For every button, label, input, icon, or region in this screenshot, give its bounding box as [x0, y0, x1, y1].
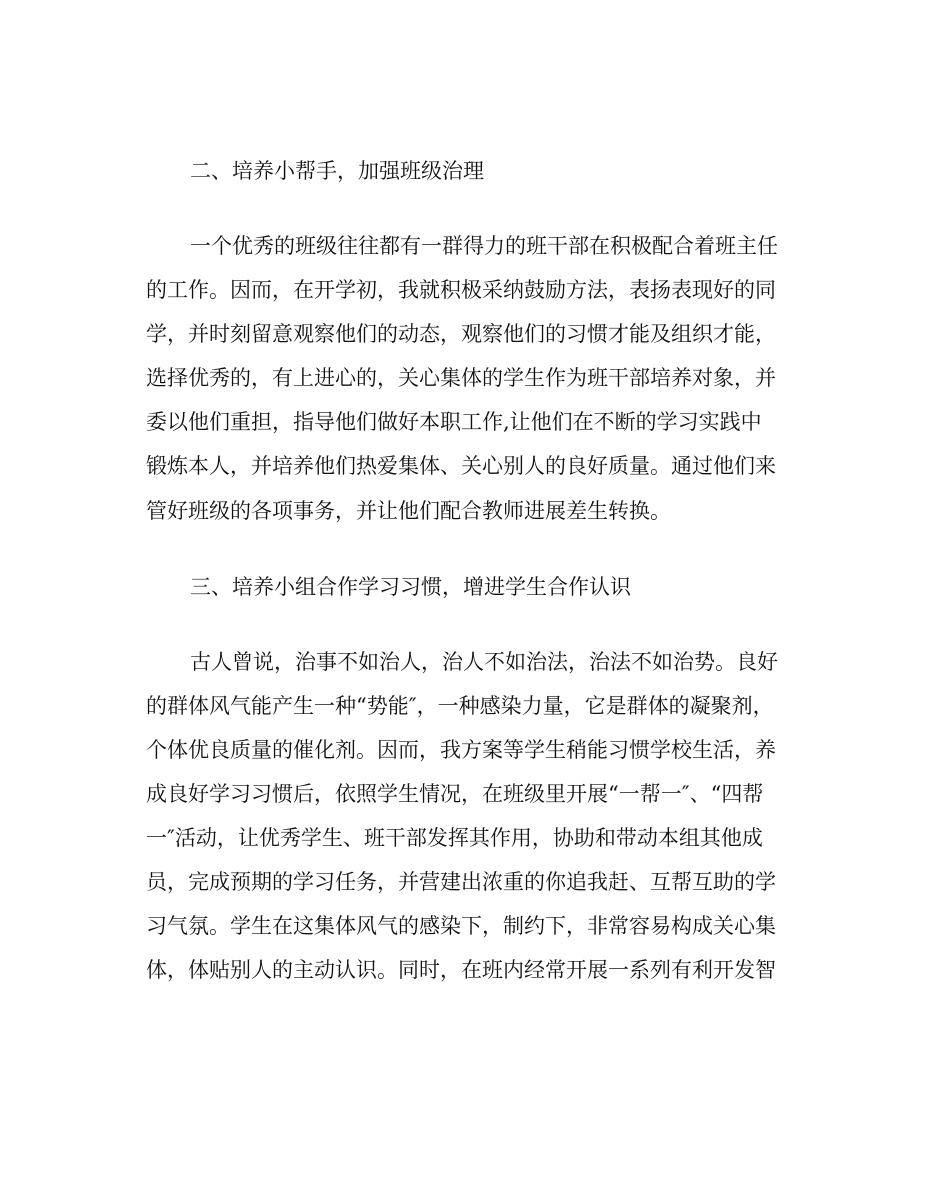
paragraph-1-line: 学，并时刻留意观察他们的动态，观察他们的习惯才能及组织才能， [146, 322, 776, 346]
paragraph-2-line: 员，完成预期的学习任务，并营建出浓重的你追我赶、互帮互助的学 [146, 870, 776, 894]
paragraph-2-line: 体，体贴别人的主动认识。同时，在班内经常开展一系列有利开发智 [146, 958, 776, 982]
paragraph-2-line: 的群体风气能产生一种“势能″，一种感染力量，它是群体的凝聚剂， [146, 694, 774, 718]
section-heading-3: 三、培养小组合作学习习惯，增进学生合作认识 [190, 575, 631, 599]
section-heading-2: 二、培养小帮手，加强班级治理 [190, 159, 484, 183]
paragraph-2-line: 成良好学习习惯后，依照学生情况，在班级里开展“一帮一″、“四帮 [146, 782, 764, 806]
paragraph-1-line: 一个优秀的班级往往都有一群得力的班干部在积极配合着班主任 [190, 234, 778, 258]
paragraph-1-line: 选择优秀的，有上进心的，关心集体的学生作为班干部培养对象，并 [146, 366, 776, 390]
paragraph-1-line: 委以他们重担，指导他们做好本职工作,让他们在不断的学习实践中 [146, 410, 762, 434]
paragraph-2-line: 个体优良质量的催化剂。因而，我方案等学生稍能习惯学校生活，养 [146, 738, 776, 762]
paragraph-2-line: 古人曾说，治事不如治人，治人不如治法，治法不如治势。良好 [190, 650, 778, 674]
paragraph-1-line: 管好班级的各项事务，并让他们配合教师进展差生转换。 [146, 499, 671, 523]
paragraph-2-line: 习气氛。学生在这集体风气的感染下，制约下，非常容易构成关心集 [146, 914, 776, 938]
paragraph-1-line: 锻炼本人，并培养他们热爱集体、关心别人的良好质量。通过他们来 [146, 454, 776, 478]
paragraph-2-line: 一″活动，让优秀学生、班干部发挥其作用，协助和带动本组其他成 [146, 826, 763, 850]
paragraph-1-line: 的工作。因而，在开学初，我就积极采纳鼓励方法，表扬表现好的同 [146, 278, 776, 302]
